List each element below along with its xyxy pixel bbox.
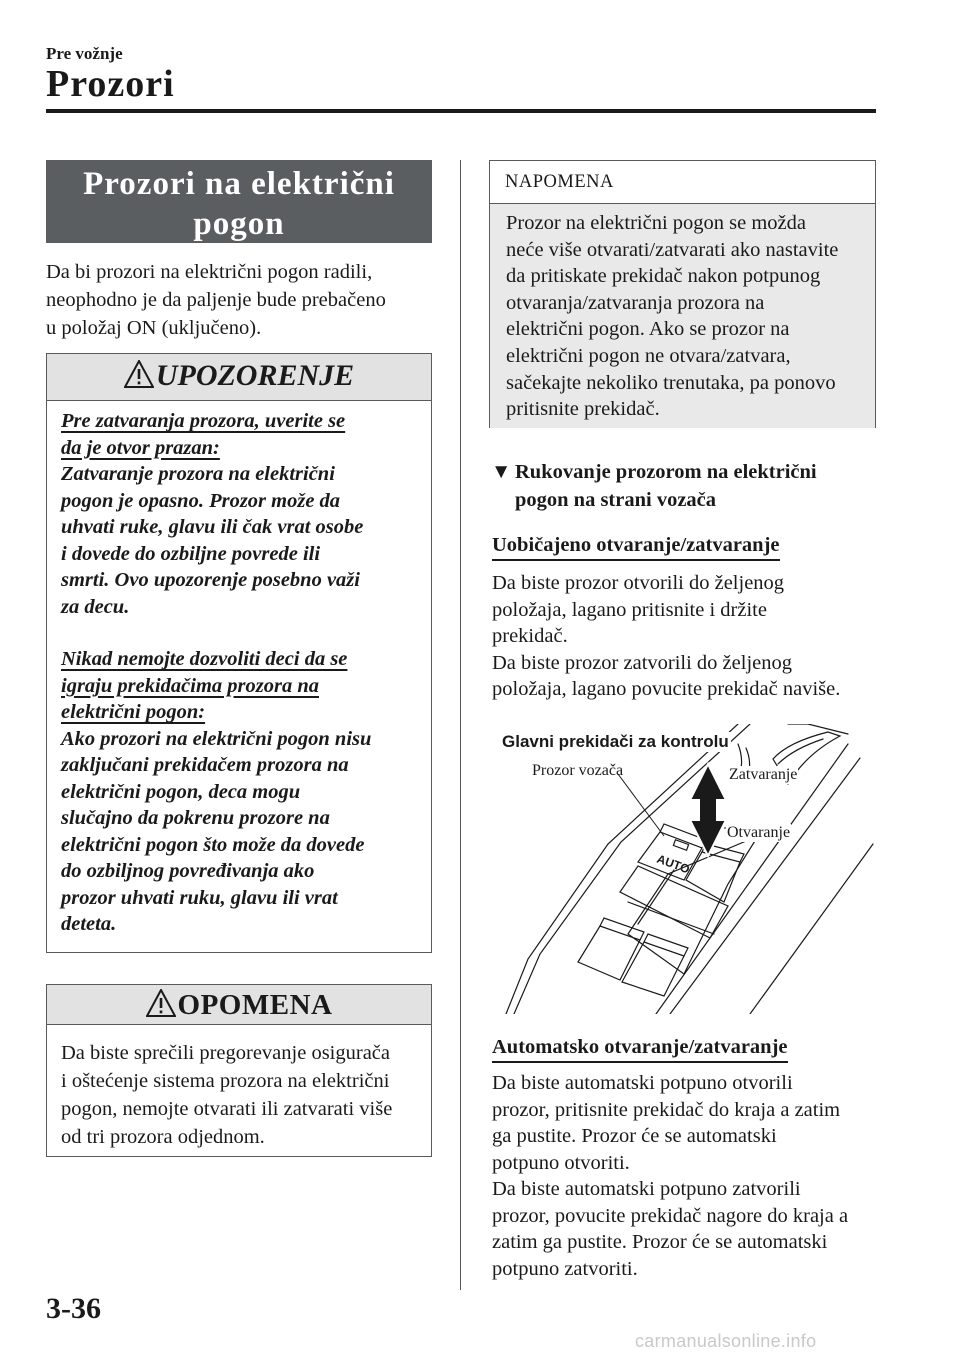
text-line: prekidač. xyxy=(492,625,568,647)
text-line: Da biste prozor otvorili do željenog xyxy=(492,572,785,594)
note-text-line: otvaranja/zatvaranja prozora na xyxy=(506,291,765,314)
caution-title: OPOMENA xyxy=(177,989,333,1021)
warning-text-line: električni pogon, deca mogu xyxy=(61,780,301,803)
subsection-line-2: pogon na strani vozača xyxy=(515,489,717,511)
figure-label-close: Zatvaranje xyxy=(729,766,798,783)
triangle-down-icon: ▼ xyxy=(491,461,512,483)
warning-text-line: Ako prozori na električni pogon nisu xyxy=(61,727,372,750)
note-text-line: Prozor na električni pogon se možda xyxy=(506,212,807,234)
text-line: Da biste prozor zatvorili do željenog xyxy=(492,651,792,674)
section-banner xyxy=(46,160,432,243)
caution-body xyxy=(47,1025,431,1151)
warning-text-line: Zatvaranje prozora na električni xyxy=(61,463,335,485)
text-line: Da biste automatski potpuno otvorili xyxy=(492,1072,793,1094)
up-down-arrow-icon xyxy=(690,764,726,856)
subsection-heading xyxy=(491,458,881,514)
warning-subhead-line: Pre zatvaranja prozora, uverite se xyxy=(61,410,346,432)
text-line: prozor, pritisnite prekidač do kraja a zatim xyxy=(492,1098,841,1121)
page-number: 3-36 xyxy=(46,1292,101,1325)
text-line: ga pustite. Prozor će se automatski xyxy=(492,1125,777,1147)
warning-text-line: smrti. Ovo upozorenje posebno važi xyxy=(61,569,360,591)
warning-text-line: do ozbiljnog povređivanja ako xyxy=(61,860,315,882)
warning-subhead-line: da je otvor prazan: xyxy=(61,436,220,459)
caution-box xyxy=(46,984,432,1157)
warning-title: UPOZORENJE xyxy=(155,359,355,392)
warning-subhead-line: električni pogon: xyxy=(61,701,206,723)
intro-paragraph xyxy=(46,258,436,342)
auto-operation-heading: Automatsko otvaranje/zatvaranje xyxy=(492,1033,788,1063)
text-line: u položaj ON (uključeno). xyxy=(46,317,262,339)
column-divider xyxy=(460,160,461,1290)
text-line: neophodno je da paljenje bude prebačeno xyxy=(46,289,386,311)
warning-text-line: i dovede do ozbiljne povrede ili xyxy=(61,542,321,565)
watermark: carmanualsonline.info xyxy=(635,1331,817,1351)
note-text-line: neće više otvarati/zatvarati ako nastavite xyxy=(506,238,839,261)
caution-text-line: od tri prozora odjednom. xyxy=(61,1126,265,1148)
figure-label-driver-window: Prozor vozača xyxy=(532,762,624,779)
text-line: prozor, povucite prekidač nagore do kraja a xyxy=(492,1204,849,1227)
note-text-line: sačekajte nekoliko trenutaka, pa ponovo xyxy=(506,371,836,394)
note-text-line: pritisnite prekidač. xyxy=(506,398,660,421)
warning-text-line: zaključani prekidačem prozora na xyxy=(61,754,349,776)
warning-text-line: pogon je opasno. Prozor može da xyxy=(61,489,341,512)
note-text-line: da pritiskate prekidač nakon potpunog xyxy=(506,265,821,288)
banner-line-2: pogon xyxy=(193,206,285,242)
text-line: zatim ga pustite. Prozor će se automatski xyxy=(492,1231,828,1253)
warning-text-line: uhvati ruke, glavu ili čak vrat osobe xyxy=(61,516,364,538)
note-text-line: električni pogon. Ako se prozor na xyxy=(506,318,790,341)
text-line: Da bi prozori na električni pogon radili, xyxy=(46,261,373,283)
warning-text-line: deteta. xyxy=(61,913,117,935)
caution-triangle-icon xyxy=(146,989,176,1017)
subsection-line-1: Rukovanje prozorom na električni xyxy=(515,461,817,483)
warning-box xyxy=(46,353,432,953)
warning-text-line: prozor uhvati ruku, glavu ili vrat xyxy=(61,886,338,909)
banner-line-1: Prozori na električni xyxy=(83,166,395,202)
normal-operation-text xyxy=(492,570,882,703)
header-rule xyxy=(46,109,876,113)
warning-text-line: električni pogon što može da dovede xyxy=(61,833,365,856)
warning-subhead-line: Nikad nemojte dozvoliti deci da se xyxy=(61,648,348,670)
warning-body xyxy=(47,401,431,938)
warning-header xyxy=(47,354,431,401)
text-line: potpuno zatvoriti. xyxy=(492,1257,638,1280)
caution-text-line: pogon, nemojte otvarati ili zatvarati više xyxy=(61,1098,393,1120)
text-line: položaja, lagano povucite prekidač naviše. xyxy=(492,678,841,700)
warning-triangle-icon xyxy=(124,360,154,388)
auto-operation-text xyxy=(492,1070,884,1282)
page-title: Prozori xyxy=(46,63,175,105)
note-title: NAPOMENA xyxy=(490,161,875,204)
warning-subhead-line: igraju prekidačima prozora na xyxy=(61,674,319,697)
text-line: potpuno otvoriti. xyxy=(492,1151,630,1174)
warning-text-line: za decu. xyxy=(61,595,130,618)
normal-operation-heading: Uobičajeno otvaranje/zatvaranje xyxy=(492,531,780,561)
caution-header xyxy=(47,985,431,1025)
section-label: Pre vožnje xyxy=(46,44,123,63)
auto-label: AUTO xyxy=(654,851,692,877)
caution-text-line: Da biste sprečili pregorevanje osigurača xyxy=(61,1042,391,1064)
note-box xyxy=(489,160,876,428)
note-text-line: električni pogon ne otvara/zatvara, xyxy=(506,344,791,367)
figure-title: Glavni prekidači za kontrolu xyxy=(502,732,729,751)
figure-label-open: Otvaranje xyxy=(727,824,791,841)
text-line: položaja, lagano pritisnite i držite xyxy=(492,598,767,621)
note-body xyxy=(490,204,875,428)
text-line: Da biste automatski potpuno zatvorili xyxy=(492,1178,801,1200)
caution-text-line: i oštećenje sistema prozora na električni xyxy=(61,1070,390,1092)
warning-text-line: slučajno da pokrenu prozore na xyxy=(61,807,330,829)
